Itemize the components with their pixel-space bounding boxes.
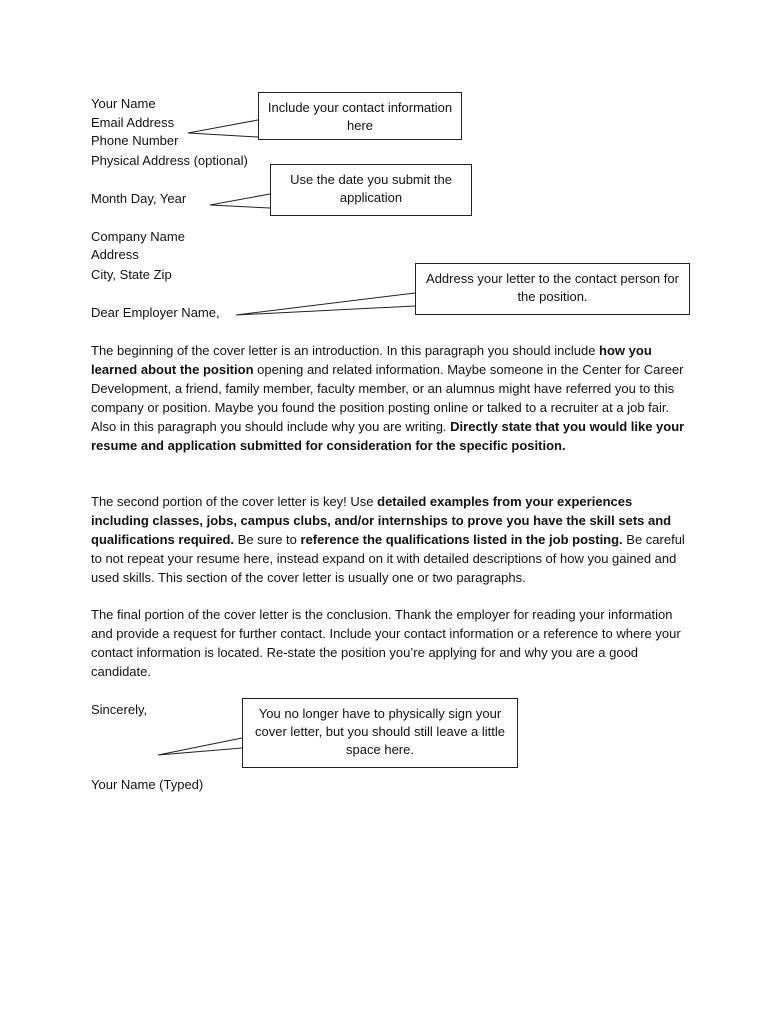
- address-callout-pointer: [236, 293, 415, 315]
- company-city-state-zip: City, State Zip: [91, 267, 172, 282]
- date-callout: Use the date you submit the application: [270, 164, 472, 216]
- address-callout: Address your letter to the contact person for the position.: [415, 263, 690, 315]
- company-name: Company Name: [91, 229, 185, 244]
- letter-date: Month Day, Year: [91, 191, 187, 206]
- company-address: Address: [91, 247, 139, 262]
- signature-callout: You no longer have to physically sign your cover letter, but you should still leave a little space here.: [242, 698, 518, 768]
- contact-callout: Include your contact information here: [258, 92, 462, 140]
- intro-paragraph: The beginning of the cover letter is an introduction. In this paragraph you should include how you learned about the position opening and related information. Maybe someone in the Center for Career Development, a friend, family member, faculty member, or an alumnus might have referred you to this company or position. Maybe you found the position posting online or talked to a recruiter at a job fair. Also in this paragraph you should include why you are writing. Directly state that you would like your resume and application submitted for consideration for the specific position.: [91, 343, 685, 453]
- typed-name: Your Name (Typed): [91, 777, 204, 792]
- body-paragraph: The second portion of the cover letter is key! Use detailed examples from your experiences including classes, jobs, campus clubs, and/or internships to prove you have the skill sets and qualifications required. Be sure to reference the qualifications listed in the job posting. Be careful to not repeat your resume here, instead expand on it with detailed descriptions of how you gained and used skills. This section of the cover letter is usually one or two paragraphs.: [91, 494, 685, 585]
- sender-phone: Phone Number: [91, 133, 179, 148]
- sign-off: Sincerely,: [91, 702, 148, 717]
- signature-callout-pointer: [158, 738, 242, 755]
- sender-physical-address: Physical Address (optional): [91, 153, 248, 168]
- conclusion-paragraph: The final portion of the cover letter is the conclusion. Thank the employer for reading your information and provide a request for further contact. Include your contact information or a reference to where your contact information is located. Re-state the position you’re applying for and why you are a good candidate.: [91, 607, 681, 679]
- sender-name: Your Name: [91, 96, 156, 111]
- sender-email: Email Address: [91, 115, 175, 130]
- date-callout-pointer: [210, 194, 270, 208]
- salutation: Dear Employer Name,: [91, 305, 220, 320]
- contact-callout-pointer: [188, 120, 258, 137]
